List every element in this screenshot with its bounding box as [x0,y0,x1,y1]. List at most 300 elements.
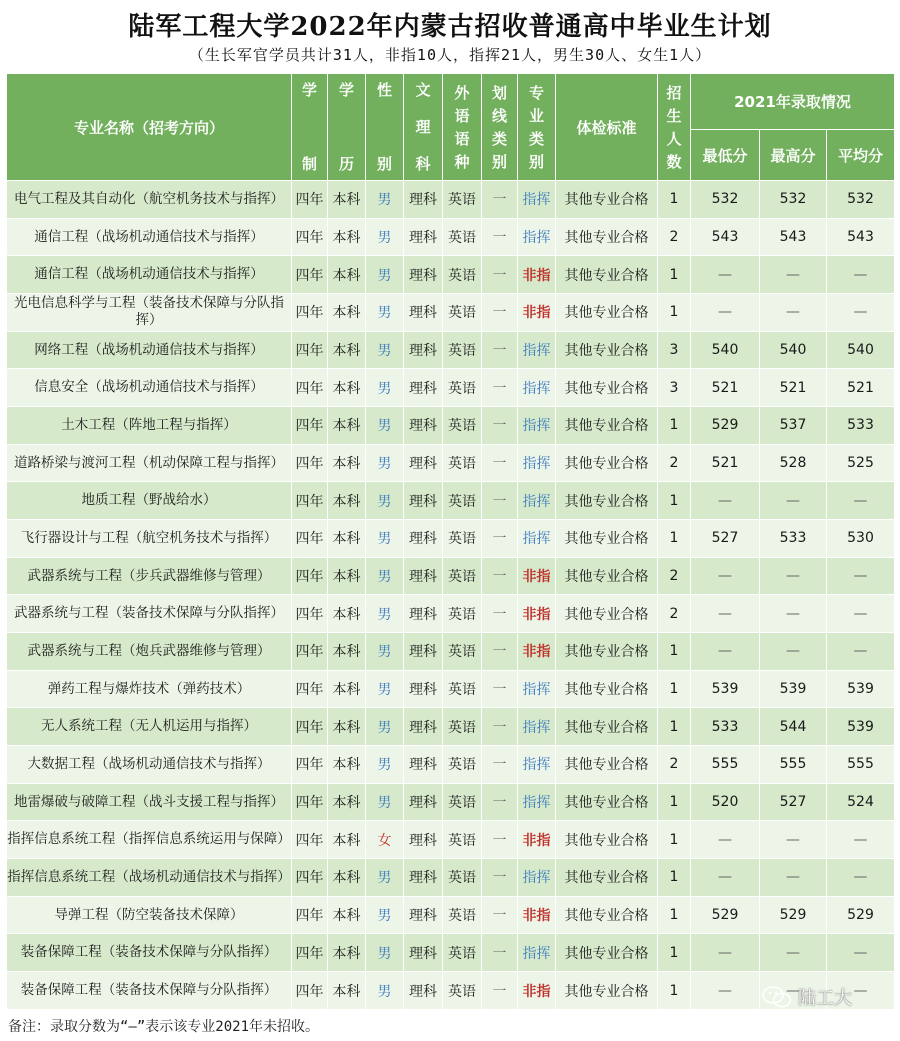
cell-exam: 其他专业合格 [556,821,658,859]
cell-line: 一 [482,595,518,633]
cell-xueli: 本科 [328,934,366,972]
header-max-score: 最高分 [760,130,827,181]
cell-type: 非指 [518,557,556,595]
cell-line: 一 [482,331,518,369]
cell-exam: 其他专业合格 [556,557,658,595]
cell-max: — [760,595,827,633]
cell-sex: 男 [366,369,404,407]
cell-num: 1 [658,934,691,972]
cell-max: — [760,557,827,595]
header-huaxian: 划 线 类 别 [482,74,518,181]
header-major: 专业名称（招考方向） [7,74,292,181]
cell-type: 非指 [518,821,556,859]
cell-max: 543 [760,218,827,256]
cell-max: 521 [760,369,827,407]
cell-num: 1 [658,482,691,520]
cell-line: 一 [482,708,518,746]
cell-max: 544 [760,708,827,746]
cell-xueli: 本科 [328,482,366,520]
header-xueli: 学 历 [328,74,366,181]
cell-xuezhi: 四年 [292,482,328,520]
cell-min: 529 [691,407,760,445]
cell-xuezhi: 四年 [292,746,328,784]
cell-line: 一 [482,783,518,821]
cell-avg: — [827,256,895,294]
cell-type: 非指 [518,294,556,332]
header-renshu: 招 生 人 数 [658,74,691,181]
cell-avg: — [827,821,895,859]
cell-avg: 543 [827,218,895,256]
cell-lang: 英语 [443,934,482,972]
cell-major-name: 指挥信息系统工程（指挥信息系统运用与保障） [7,821,292,859]
cell-major-name: 武器系统与工程（炮兵武器维修与管理） [7,633,292,671]
cell-lang: 英语 [443,557,482,595]
cell-sex: 男 [366,407,404,445]
table-row [7,859,895,897]
cell-num: 3 [658,331,691,369]
table-row [7,783,895,821]
cell-sex: 男 [366,859,404,897]
cell-num: 1 [658,896,691,934]
cell-xueli: 本科 [328,859,366,897]
cell-max: 540 [760,331,827,369]
table-row [7,520,895,558]
header-waiyu: 外 语 语 种 [443,74,482,181]
cell-xueli: 本科 [328,444,366,482]
cell-type: 指挥 [518,482,556,520]
cell-exam: 其他专业合格 [556,595,658,633]
cell-type: 非指 [518,595,556,633]
cell-xuezhi: 四年 [292,633,328,671]
cell-exam: 其他专业合格 [556,331,658,369]
table-row [7,256,895,294]
table-body [7,181,895,1010]
cell-lang: 英语 [443,859,482,897]
cell-xuezhi: 四年 [292,444,328,482]
cell-max: — [760,256,827,294]
cell-line: 一 [482,972,518,1010]
cell-num: 3 [658,369,691,407]
cell-sex: 男 [366,218,404,256]
cell-type: 非指 [518,896,556,934]
footnote: 备注：录取分数为“—”表示该专业2021年未招收。 [8,1019,319,1035]
cell-avg: 540 [827,331,895,369]
cell-sex: 男 [366,708,404,746]
table-row [7,482,895,520]
cell-xuezhi: 四年 [292,520,328,558]
cell-ke: 理科 [404,783,443,821]
enrollment-plan-table [6,73,895,1010]
cell-xuezhi: 四年 [292,331,328,369]
cell-line: 一 [482,670,518,708]
cell-ke: 理科 [404,331,443,369]
cell-major-name: 地雷爆破与破障工程（战斗支援工程与指挥） [7,783,292,821]
cell-xueli: 本科 [328,595,366,633]
cell-sex: 男 [366,972,404,1010]
table-row [7,633,895,671]
cell-line: 一 [482,444,518,482]
cell-max: — [760,294,827,332]
cell-major-name: 信息安全（战场机动通信技术与指挥） [7,369,292,407]
table-row [7,708,895,746]
cell-xuezhi: 四年 [292,256,328,294]
cell-xuezhi: 四年 [292,218,328,256]
cell-lang: 英语 [443,746,482,784]
table-row [7,934,895,972]
cell-max: 533 [760,520,827,558]
cell-avg: — [827,633,895,671]
header-avg-score: 平均分 [827,130,895,181]
cell-type: 指挥 [518,444,556,482]
cell-xuezhi: 四年 [292,896,328,934]
cell-type: 指挥 [518,859,556,897]
cell-xuezhi: 四年 [292,859,328,897]
page-title: 陆军工程大学2022年内蒙古招收普通高中毕业生计划 [128,12,772,42]
cell-min: 543 [691,218,760,256]
cell-num: 2 [658,595,691,633]
table-row [7,294,895,332]
cell-sex: 男 [366,256,404,294]
cell-type: 指挥 [518,670,556,708]
table-row [7,444,895,482]
cell-ke: 理科 [404,934,443,972]
cell-min: — [691,256,760,294]
cell-lang: 英语 [443,482,482,520]
cell-exam: 其他专业合格 [556,633,658,671]
header-min-score: 最低分 [691,130,760,181]
cell-ke: 理科 [404,444,443,482]
table-row [7,331,895,369]
cell-sex: 男 [366,181,404,219]
cell-avg: 524 [827,783,895,821]
cell-ke: 理科 [404,896,443,934]
cell-avg: 539 [827,708,895,746]
cell-major-name: 导弹工程（防空装备技术保障） [7,896,292,934]
cell-sex: 男 [366,670,404,708]
cell-xuezhi: 四年 [292,181,328,219]
cell-sex: 男 [366,595,404,633]
table-row [7,821,895,859]
cell-major-name: 武器系统与工程（装备技术保障与分队指挥） [7,595,292,633]
cell-major-name: 无人系统工程（无人机运用与指挥） [7,708,292,746]
table-row [7,595,895,633]
cell-major-name: 指挥信息系统工程（战场机动通信技术与指挥） [7,859,292,897]
cell-type: 非指 [518,256,556,294]
cell-major-name: 通信工程（战场机动通信技术与指挥） [7,218,292,256]
cell-num: 1 [658,670,691,708]
cell-min: — [691,934,760,972]
cell-line: 一 [482,482,518,520]
header-zhuanye: 专 业 类 别 [518,74,556,181]
cell-ke: 理科 [404,407,443,445]
cell-lang: 英语 [443,256,482,294]
cell-max: — [760,972,827,1010]
cell-max: — [760,934,827,972]
cell-num: 1 [658,708,691,746]
cell-type: 指挥 [518,218,556,256]
cell-min: — [691,557,760,595]
cell-min: 555 [691,746,760,784]
cell-avg: 530 [827,520,895,558]
cell-ke: 理科 [404,520,443,558]
cell-ke: 理科 [404,369,443,407]
cell-type: 指挥 [518,520,556,558]
cell-min: 539 [691,670,760,708]
cell-line: 一 [482,633,518,671]
cell-avg: — [827,859,895,897]
cell-sex: 男 [366,444,404,482]
cell-xueli: 本科 [328,218,366,256]
cell-ke: 理科 [404,595,443,633]
cell-min: — [691,972,760,1010]
table-row [7,746,895,784]
cell-ke: 理科 [404,633,443,671]
cell-avg: — [827,934,895,972]
cell-max: 527 [760,783,827,821]
cell-exam: 其他专业合格 [556,896,658,934]
cell-exam: 其他专业合格 [556,218,658,256]
cell-lang: 英语 [443,294,482,332]
cell-type: 指挥 [518,708,556,746]
table-row [7,670,895,708]
cell-sex: 男 [366,520,404,558]
header-tijian: 体检标准 [556,74,658,181]
cell-type: 指挥 [518,181,556,219]
cell-min: 521 [691,444,760,482]
cell-ke: 理科 [404,746,443,784]
cell-xueli: 本科 [328,331,366,369]
cell-xuezhi: 四年 [292,783,328,821]
cell-xueli: 本科 [328,670,366,708]
header-xuezhi: 学 制 [292,74,328,181]
cell-lang: 英语 [443,407,482,445]
cell-num: 2 [658,218,691,256]
cell-xueli: 本科 [328,746,366,784]
cell-exam: 其他专业合格 [556,407,658,445]
cell-exam: 其他专业合格 [556,972,658,1010]
cell-avg: 539 [827,670,895,708]
cell-sex: 男 [366,783,404,821]
cell-num: 2 [658,746,691,784]
header-xingbie: 性 别 [366,74,404,181]
cell-exam: 其他专业合格 [556,256,658,294]
cell-min: 529 [691,896,760,934]
cell-sex: 男 [366,557,404,595]
cell-sex: 男 [366,896,404,934]
cell-major-name: 电气工程及其自动化（航空机务技术与指挥） [7,181,292,219]
cell-exam: 其他专业合格 [556,520,658,558]
cell-xueli: 本科 [328,369,366,407]
cell-exam: 其他专业合格 [556,783,658,821]
cell-xuezhi: 四年 [292,972,328,1010]
cell-max: 529 [760,896,827,934]
cell-xueli: 本科 [328,520,366,558]
cell-xuezhi: 四年 [292,595,328,633]
cell-lang: 英语 [443,783,482,821]
cell-xueli: 本科 [328,633,366,671]
header-wenli: 文 理 科 [404,74,443,181]
cell-line: 一 [482,294,518,332]
cell-max: — [760,633,827,671]
cell-avg: — [827,972,895,1010]
cell-min: 527 [691,520,760,558]
cell-ke: 理科 [404,557,443,595]
table-row [7,218,895,256]
cell-lang: 英语 [443,670,482,708]
cell-exam: 其他专业合格 [556,859,658,897]
cell-num: 1 [658,859,691,897]
table-row [7,896,895,934]
cell-min: 532 [691,181,760,219]
header-2021-admission: 2021年录取情况 [691,74,895,130]
cell-line: 一 [482,934,518,972]
cell-num: 1 [658,181,691,219]
cell-lang: 英语 [443,331,482,369]
cell-num: 1 [658,294,691,332]
cell-sex: 男 [366,746,404,784]
cell-major-name: 道路桥梁与渡河工程（机动保障工程与指挥） [7,444,292,482]
page-subtitle: （生长军官学员共计31人，非指10人，指挥21人，男生30人、女生1人） [188,46,712,64]
cell-type: 指挥 [518,369,556,407]
table-row [7,557,895,595]
cell-max: 537 [760,407,827,445]
cell-xueli: 本科 [328,783,366,821]
table-row [7,369,895,407]
table-row [7,181,895,219]
cell-avg: — [827,557,895,595]
table-row [7,407,895,445]
cell-max: 555 [760,746,827,784]
cell-xueli: 本科 [328,181,366,219]
cell-max: — [760,859,827,897]
cell-exam: 其他专业合格 [556,369,658,407]
cell-min: 533 [691,708,760,746]
cell-major-name: 地质工程（野战给水） [7,482,292,520]
cell-exam: 其他专业合格 [556,294,658,332]
cell-avg: 521 [827,369,895,407]
cell-line: 一 [482,859,518,897]
cell-num: 1 [658,972,691,1010]
cell-lang: 英语 [443,369,482,407]
cell-type: 指挥 [518,934,556,972]
cell-type: 指挥 [518,746,556,784]
cell-min: — [691,859,760,897]
cell-line: 一 [482,407,518,445]
cell-num: 1 [658,633,691,671]
cell-major-name: 飞行器设计与工程（航空机务技术与指挥） [7,520,292,558]
cell-min: 540 [691,331,760,369]
cell-lang: 英语 [443,520,482,558]
cell-ke: 理科 [404,708,443,746]
cell-line: 一 [482,218,518,256]
cell-ke: 理科 [404,256,443,294]
cell-type: 指挥 [518,407,556,445]
cell-max: — [760,821,827,859]
cell-num: 1 [658,783,691,821]
cell-num: 1 [658,520,691,558]
cell-xueli: 本科 [328,407,366,445]
cell-max: 528 [760,444,827,482]
cell-avg: — [827,294,895,332]
cell-line: 一 [482,896,518,934]
cell-exam: 其他专业合格 [556,934,658,972]
cell-max: — [760,482,827,520]
cell-lang: 英语 [443,708,482,746]
cell-xueli: 本科 [328,256,366,294]
cell-avg: 533 [827,407,895,445]
cell-max: 539 [760,670,827,708]
wechat-icon [762,986,792,1008]
cell-lang: 英语 [443,444,482,482]
cell-avg: 525 [827,444,895,482]
cell-xuezhi: 四年 [292,934,328,972]
cell-xuezhi: 四年 [292,670,328,708]
cell-major-name: 通信工程（战场机动通信技术与指挥） [7,256,292,294]
cell-min: 520 [691,783,760,821]
cell-sex: 女 [366,821,404,859]
cell-major-name: 弹药工程与爆炸技术（弹药技术） [7,670,292,708]
cell-min: — [691,821,760,859]
cell-lang: 英语 [443,181,482,219]
watermark [762,984,852,1010]
cell-ke: 理科 [404,482,443,520]
cell-major-name: 网络工程（战场机动通信技术与指挥） [7,331,292,369]
cell-major-name: 装备保障工程（装备技术保障与分队指挥） [7,934,292,972]
cell-exam: 其他专业合格 [556,670,658,708]
cell-xueli: 本科 [328,708,366,746]
cell-lang: 英语 [443,972,482,1010]
cell-xuezhi: 四年 [292,557,328,595]
cell-min: 521 [691,369,760,407]
cell-xuezhi: 四年 [292,821,328,859]
cell-ke: 理科 [404,181,443,219]
cell-xuezhi: 四年 [292,294,328,332]
cell-num: 2 [658,444,691,482]
cell-exam: 其他专业合格 [556,746,658,784]
cell-xueli: 本科 [328,557,366,595]
cell-avg: — [827,595,895,633]
cell-min: — [691,482,760,520]
cell-ke: 理科 [404,294,443,332]
cell-min: — [691,633,760,671]
cell-num: 1 [658,407,691,445]
cell-major-name: 装备保障工程（装备技术保障与分队指挥） [7,972,292,1010]
cell-major-name: 武器系统与工程（步兵武器维修与管理） [7,557,292,595]
cell-avg: 529 [827,896,895,934]
cell-major-name: 土木工程（阵地工程与指挥） [7,407,292,445]
cell-sex: 男 [366,934,404,972]
cell-min: — [691,294,760,332]
cell-exam: 其他专业合格 [556,181,658,219]
cell-major-name: 光电信息科学与工程（装备技术保障与分队指挥） [7,294,292,332]
cell-ke: 理科 [404,821,443,859]
cell-num: 1 [658,821,691,859]
cell-lang: 英语 [443,218,482,256]
cell-exam: 其他专业合格 [556,708,658,746]
cell-xuezhi: 四年 [292,407,328,445]
cell-type: 非指 [518,972,556,1010]
cell-type: 指挥 [518,783,556,821]
cell-line: 一 [482,256,518,294]
cell-xuezhi: 四年 [292,369,328,407]
cell-avg: 555 [827,746,895,784]
cell-line: 一 [482,181,518,219]
cell-exam: 其他专业合格 [556,444,658,482]
cell-ke: 理科 [404,972,443,1010]
cell-sex: 男 [366,633,404,671]
watermark-text: 陆工大 [798,988,852,1009]
cell-type: 非指 [518,633,556,671]
